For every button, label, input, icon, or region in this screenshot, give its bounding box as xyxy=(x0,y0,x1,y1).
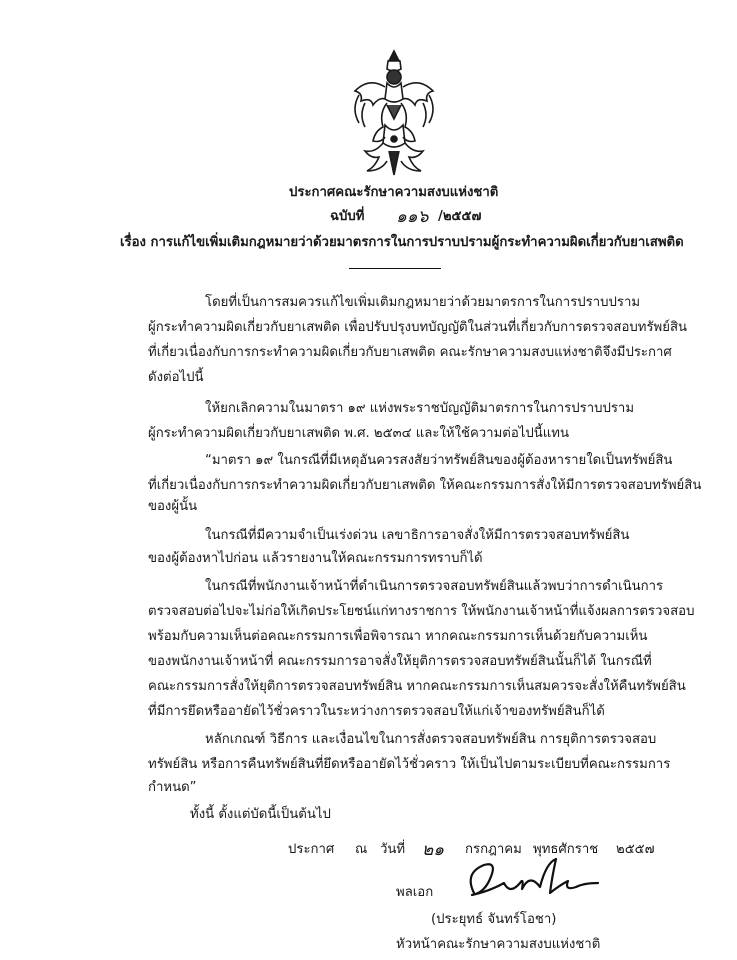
signatory-name: (ประยุทธ์ จันทร์โอชา) xyxy=(431,912,557,927)
signatory-position: หัวหน้าคณะรักษาความสงบแห่งชาติ xyxy=(396,937,601,952)
body-line: ผู้กระทำความผิดเกี่ยวกับยาเสพติด เพื่อปรับปรุงบทบัญญัติในส่วนที่เกี่ยวกับการตรวจสอบทรัพย์สิน xyxy=(148,320,688,335)
dateline-year: ๒๕๕๗ xyxy=(616,842,655,857)
body-line: “มาตรา ๑๙ ในกรณีที่มีเหตุอันควรสงสัยว่าทรัพย์สินของผู้ต้องหารายใดเป็นทรัพย์สิน xyxy=(205,453,673,468)
announcement-number-year: /๒๕๕๗ xyxy=(438,209,482,224)
body-line: ผู้กระทำความผิดเกี่ยวกับยาเสพติด พ.ศ. ๒๕๓๔ และให้ใช้ความต่อไปนี้แทน xyxy=(148,426,569,441)
dateline-announced: ประกาศ xyxy=(288,842,335,857)
body-line: หลักเกณฑ์ วิธีการ และเงื่อนไขในการสั่งตรวจสอบทรัพย์สิน การยุติการตรวจสอบ xyxy=(205,732,657,747)
body-line: ที่เกี่ยวเนื่องกับการกระทำความผิดเกี่ยวกับยาเสพติด คณะรักษาความสงบแห่งชาติจึงมีประกาศ xyxy=(148,345,672,360)
dateline-at: ณ xyxy=(355,842,368,857)
announcement-title: ประกาศคณะรักษาความสงบแห่งชาติ xyxy=(289,185,499,200)
body-line: ของผู้ต้องหาไปก่อน แล้วรายงานให้คณะกรรมการทราบก็ได้ xyxy=(148,551,483,566)
body-line: ในกรณีที่พนักงานเจ้าหน้าที่ดำเนินการตรวจสอบทรัพย์สินแล้วพบว่าการดำเนินการ xyxy=(205,579,664,594)
announcement-number-handwritten: ๑๑๖ xyxy=(396,207,429,227)
body-line: ที่มีการยึดหรืออายัดไว้ชั่วคราวในระหว่างการตรวจสอบให้แก่เจ้าของทรัพย์สินก็ได้ xyxy=(148,704,605,719)
dateline-day-label: วันที่ xyxy=(380,842,406,857)
dateline-day-handwritten: ๒๑ xyxy=(422,840,444,860)
body-line: ตรวจสอบต่อไปจะไม่ก่อให้เกิดประโยชน์แก่ทางราชการ ให้พนักงานเจ้าหน้าที่แจ้งผลการตรวจสอบ xyxy=(148,604,695,619)
body-line: ทั้งนี้ ตั้งแต่บัดนี้เป็นต้นไป xyxy=(190,807,331,822)
body-line: กำหนด” xyxy=(148,780,197,795)
body-line: ที่เกี่ยวเนื่องกับการกระทำความผิดเกี่ยวกับยาเสพติด ให้คณะกรรมการสั่งให้มีการตรวจสอบทรัพย์สิน xyxy=(148,478,702,493)
signatory-rank: พลเอก xyxy=(396,885,434,900)
body-line: คณะกรรมการสั่งให้ยุติการตรวจสอบทรัพย์สิน หากคณะกรรมการเห็นสมควรจะสั่งให้คืนทรัพย์สิน xyxy=(148,679,686,694)
body-line: ในกรณีที่มีความจำเป็นเร่งด่วน เลขาธิการอาจสั่งให้มีการตรวจสอบทรัพย์สิน xyxy=(205,528,630,543)
handwritten-signature xyxy=(460,853,600,905)
announcement-subject: เรื่อง การแก้ไขเพิ่มเติมกฎหมายว่าด้วยมาตรการในการปราบปรามผู้กระทำความผิดเกี่ยวกับยาเสพติด xyxy=(120,235,684,250)
body-line: ของผู้นั้น xyxy=(148,499,198,514)
body-line: ให้ยกเลิกความในมาตรา ๑๙ แห่งพระราชบัญญัติมาตรการในการปราบปราม xyxy=(205,401,635,416)
body-line: พร้อมกับความเห็นต่อคณะกรรมการเพื่อพิจารณา หากคณะกรรมการเห็นด้วยกับความเห็น xyxy=(148,629,648,644)
announcement-number-label: ฉบับที่ xyxy=(330,209,365,224)
dateline-month: กรกฎาคม xyxy=(465,842,522,857)
garuda-emblem-icon xyxy=(345,47,443,179)
body-line: โดยที่เป็นการสมควรแก้ไขเพิ่มเติมกฎหมายว่าด้วยมาตรการในการปราบปราม xyxy=(205,295,641,310)
body-line: ดังต่อไปนี้ xyxy=(148,370,204,385)
body-line: ทรัพย์สิน หรือการคืนทรัพย์สินที่ยึดหรืออายัดไว้ชั่วคราว ให้เป็นไปตามระเบียบที่คณะกรรมการ xyxy=(148,757,671,772)
header-divider xyxy=(349,268,441,269)
dateline-era-label: พุทธศักราช xyxy=(533,842,599,857)
body-line: ของพนักงานเจ้าหน้าที่ คณะกรรมการอาจสั่งให้ยุติการตรวจสอบทรัพย์สินนั้นก็ได้ ในกรณีที่ xyxy=(148,654,652,669)
